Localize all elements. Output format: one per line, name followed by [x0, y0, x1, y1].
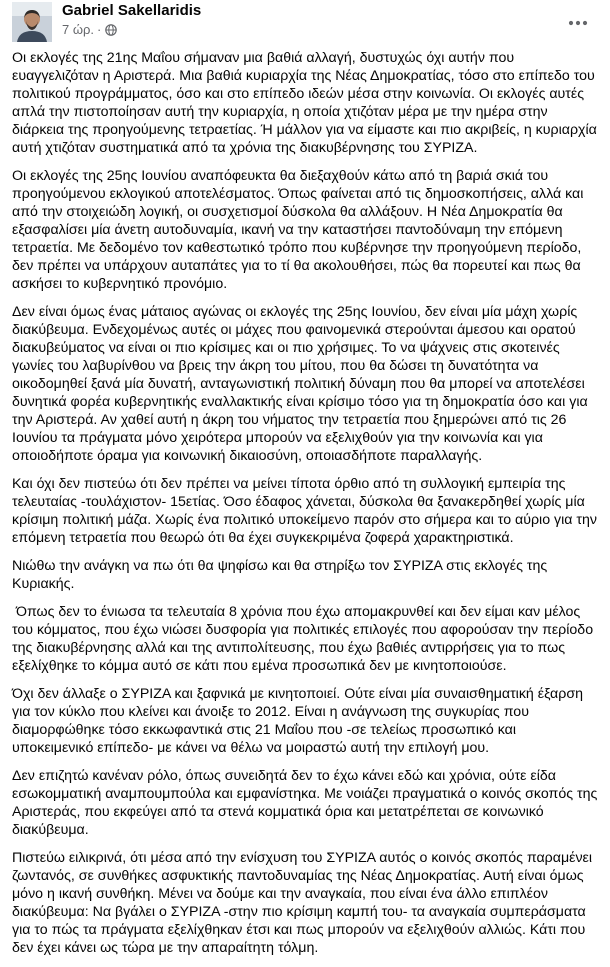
post-paragraph: Δεν επιζητώ κανέναν ρόλο, όπως συνειδητά δεν το έχω κάνει εδώ και χρόνια, ούτε είδα εσωκομματική αναμπουμπούλα και εμφανίστηκα. Με νοιάζει πραγματικά ο κοινός σκοπός της Αριστεράς, που εκφεύγει από τα στενά κομματικά όρια και μετατρέπεται σε κοινωνικό διακύβευμα.: [12, 768, 601, 838]
post-meta: [62, 22, 117, 37]
post-paragraph: Οι εκλογές της 25ης Ιουνίου αναπόφευκτα θα διεξαχθούν κάτω από τη βαριά σκιά του προηγούμενου εκλογικού αποτελέσματος. Όπως φαίνεται από τις δημοσκοπήσεις, αλλά και από την στοιχειώδη λογική, οι συσχετισμοί δύσκολα θα αλλάξουν. Η Νέα Δημοκρατία θα εξασφαλίσει μία άνετη αυτοδυναμία, ικανή να την καταστήσει παντοδύναμη την επόμενη τετραετία. Με δεδομένο τον καθεστωτικό τρόπο που κυβέρνησε την προηγούμενη περίοδο, δεν πρέπει να υπάρχουν αυταπάτες για το τί θα ακολουθήσει, πώς θα πορευτεί και πως θα ασκήσει το κυβερνητικό προνόμιο.: [12, 168, 588, 292]
avatar[interactable]: [12, 2, 52, 42]
author-name[interactable]: Gabriel Sakellaridis: [62, 2, 202, 19]
post-header: [12, 0, 598, 46]
post-paragraph: Οι εκλογές της 21ης Μαΐου σήμαναν μια βαθιά αλλαγή, δυστυχώς όχι αυτήν που ευαγγελιζόταν η Αριστερά. Μια βαθιά κυριαρχία της Νέας Δημοκρατίας, τόσο στο επίπεδο του πολιτικού προγράμματος, όσο και στο επίπεδο ιδεών μέσα στην κοινωνία. Οι εκλογές αυτές απλά την πιστοποίησαν αυτή την κυριαρχία, η οποία χτιζόταν μέρα με την ημέρα στην διάρκεια της προηγούμενης τετραετίας. Ή μάλλον για να είμαστε και πιο ακριβείς, η κυριαρχία αυτή χτιζόταν συστηματικά από τα χρόνια της διακυβέρνησης του ΣΥΡΙΖΑ.: [12, 50, 601, 156]
more-options-button[interactable]: [562, 6, 594, 38]
post-paragraph: Και όχι δεν πιστεύω ότι δεν πρέπει να μείνει τίποτα όρθιο από τη συλλογική εμπειρία της τελευταίας -τουλάχιστον- 15ετίας. Όσο έδαφος χάνεται, δύσκολα θα ξανακερδηθεί χωρίς μία κρίσιμη πολιτική μάζα. Χωρίς ένα πολιτικό υποκείμενο παρόν στο σήμερα και το αύριο για την επόμενη τετραετία που θεωρώ ότι θα έχει συγκεκριμένα ζοφερά χαρακτηριστικά.: [12, 476, 601, 546]
post-paragraph: Νιώθω την ανάγκη να πω ότι θα ψηφίσω και θα στηρίξω τον ΣΥΡΙΖΑ στις εκλογές της Κυριακής.: [12, 558, 552, 592]
post-paragraph: Πιστεύω ειλικρινά, ότι μέσα από την ενίσχυση του ΣΥΡΙΖΑ αυτός ο κοινός σκοπός παραμένει ζωντανός, σε συνθήκες ασφυκτικής παντοδυναμίας της Νέας Δημοκρατίας. Αυτή είναι όμως μόνο η ικανή συνθήκη. Μένει να δούμε και την αναγκαία, που είναι ένα άλλο επιπλέον διακύβευμα: Να βγάλει ο ΣΥΡΙΖΑ -στην πιο κρίσιμη καμπή του- τα αναγκαία συμπεράσματα για το πώς τα πράγματα εξελίχθηκαν έτσι και πως μπορούν να εξελιχθούν αλλιώς. Κάτι που δεν έχει κάνει ως τώρα με την απαραίτητη τόλμη.: [12, 850, 596, 956]
post-timestamp[interactable]: 7 ώρ.: [62, 22, 94, 37]
post-paragraph: Όπως δεν το ένιωσα τα τελευταία 8 χρόνια που έχω απομακρυνθεί και δεν είμαι καν μέλος του κόμματος, που έχω νιώσει δυσφορία για πολιτικές επιλογές που αφορούσαν την περίοδο της διακυβέρνησης αλλά και της αντιπολίτευσης, που έχω βαθιές αντιρρήσεις για το πως εξελίχθηκε το κόμμα αυτό σε κάτι που εμένα προσωπικά δεν με κινητοποιούσε.: [12, 604, 598, 674]
globe-icon[interactable]: [105, 24, 117, 36]
more-horizontal-icon: [568, 13, 588, 31]
avatar-photo-icon: [12, 2, 52, 42]
meta-separator: ·: [97, 22, 102, 37]
post-paragraph: Δεν είναι όμως ένας μάταιος αγώνας οι εκλογές της 25ης Ιουνίου, δεν είναι μία μάχη χωρίς διακύβευμα. Ενδεχομένως αυτές οι μάχες που φαινομενικά στερούνται άμεσου και ορατού διακυβεύματος να είναι οι πιο κρίσιμες και οι πιο χρήσιμες. Το να ψάχνεις στις σκοτεινές γωνίες του λαβυρίνθου να βρεις την άκρη του μίτου, που θα δώσει τη δυνατότητα να οικοδομηθεί ξανά μία δυνατή, ανταγωνιστική πολιτική δύναμη που θα μπορεί να αποτελέσει δυνητικά φορέα κυβερνητικής εναλλακτικής είναι κρίσιμο τόσο για τη δημοκρατία όσο και για την Αριστερά. Αν χαθεί αυτή η άκρη του νήματος την τετραετία που ξημερώνει από τις 26 Ιουνίου τα πράγματα μόνο χειρότερα μπορούν να εξελιχθούν για την κοινωνία και για οποιοδήποτε όραμα για κοινωνική δικαιοσύνη, οποιασδήποτε παραλλαγής.: [12, 304, 592, 464]
post-text: [12, 49, 600, 967]
post-paragraph: Όχι δεν άλλαξε ο ΣΥΡΙΖΑ και ξαφνικά με κινητοποιεί. Ούτε είναι μία συναισθηματική έξαρση για τον κύκλο που κλείνει και άνοιξε το 2012. Είναι η ανάγνωση της συγκυρίας που διαμορφώθηκε τόσο εκκωφαντικά στις 21 Μαΐου που -σε τελείως προσωπικό και υποκειμενικό επίπεδο- με κάνει να θέλω να μοιραστώ αυτή την επιλογή μου.: [12, 686, 587, 756]
